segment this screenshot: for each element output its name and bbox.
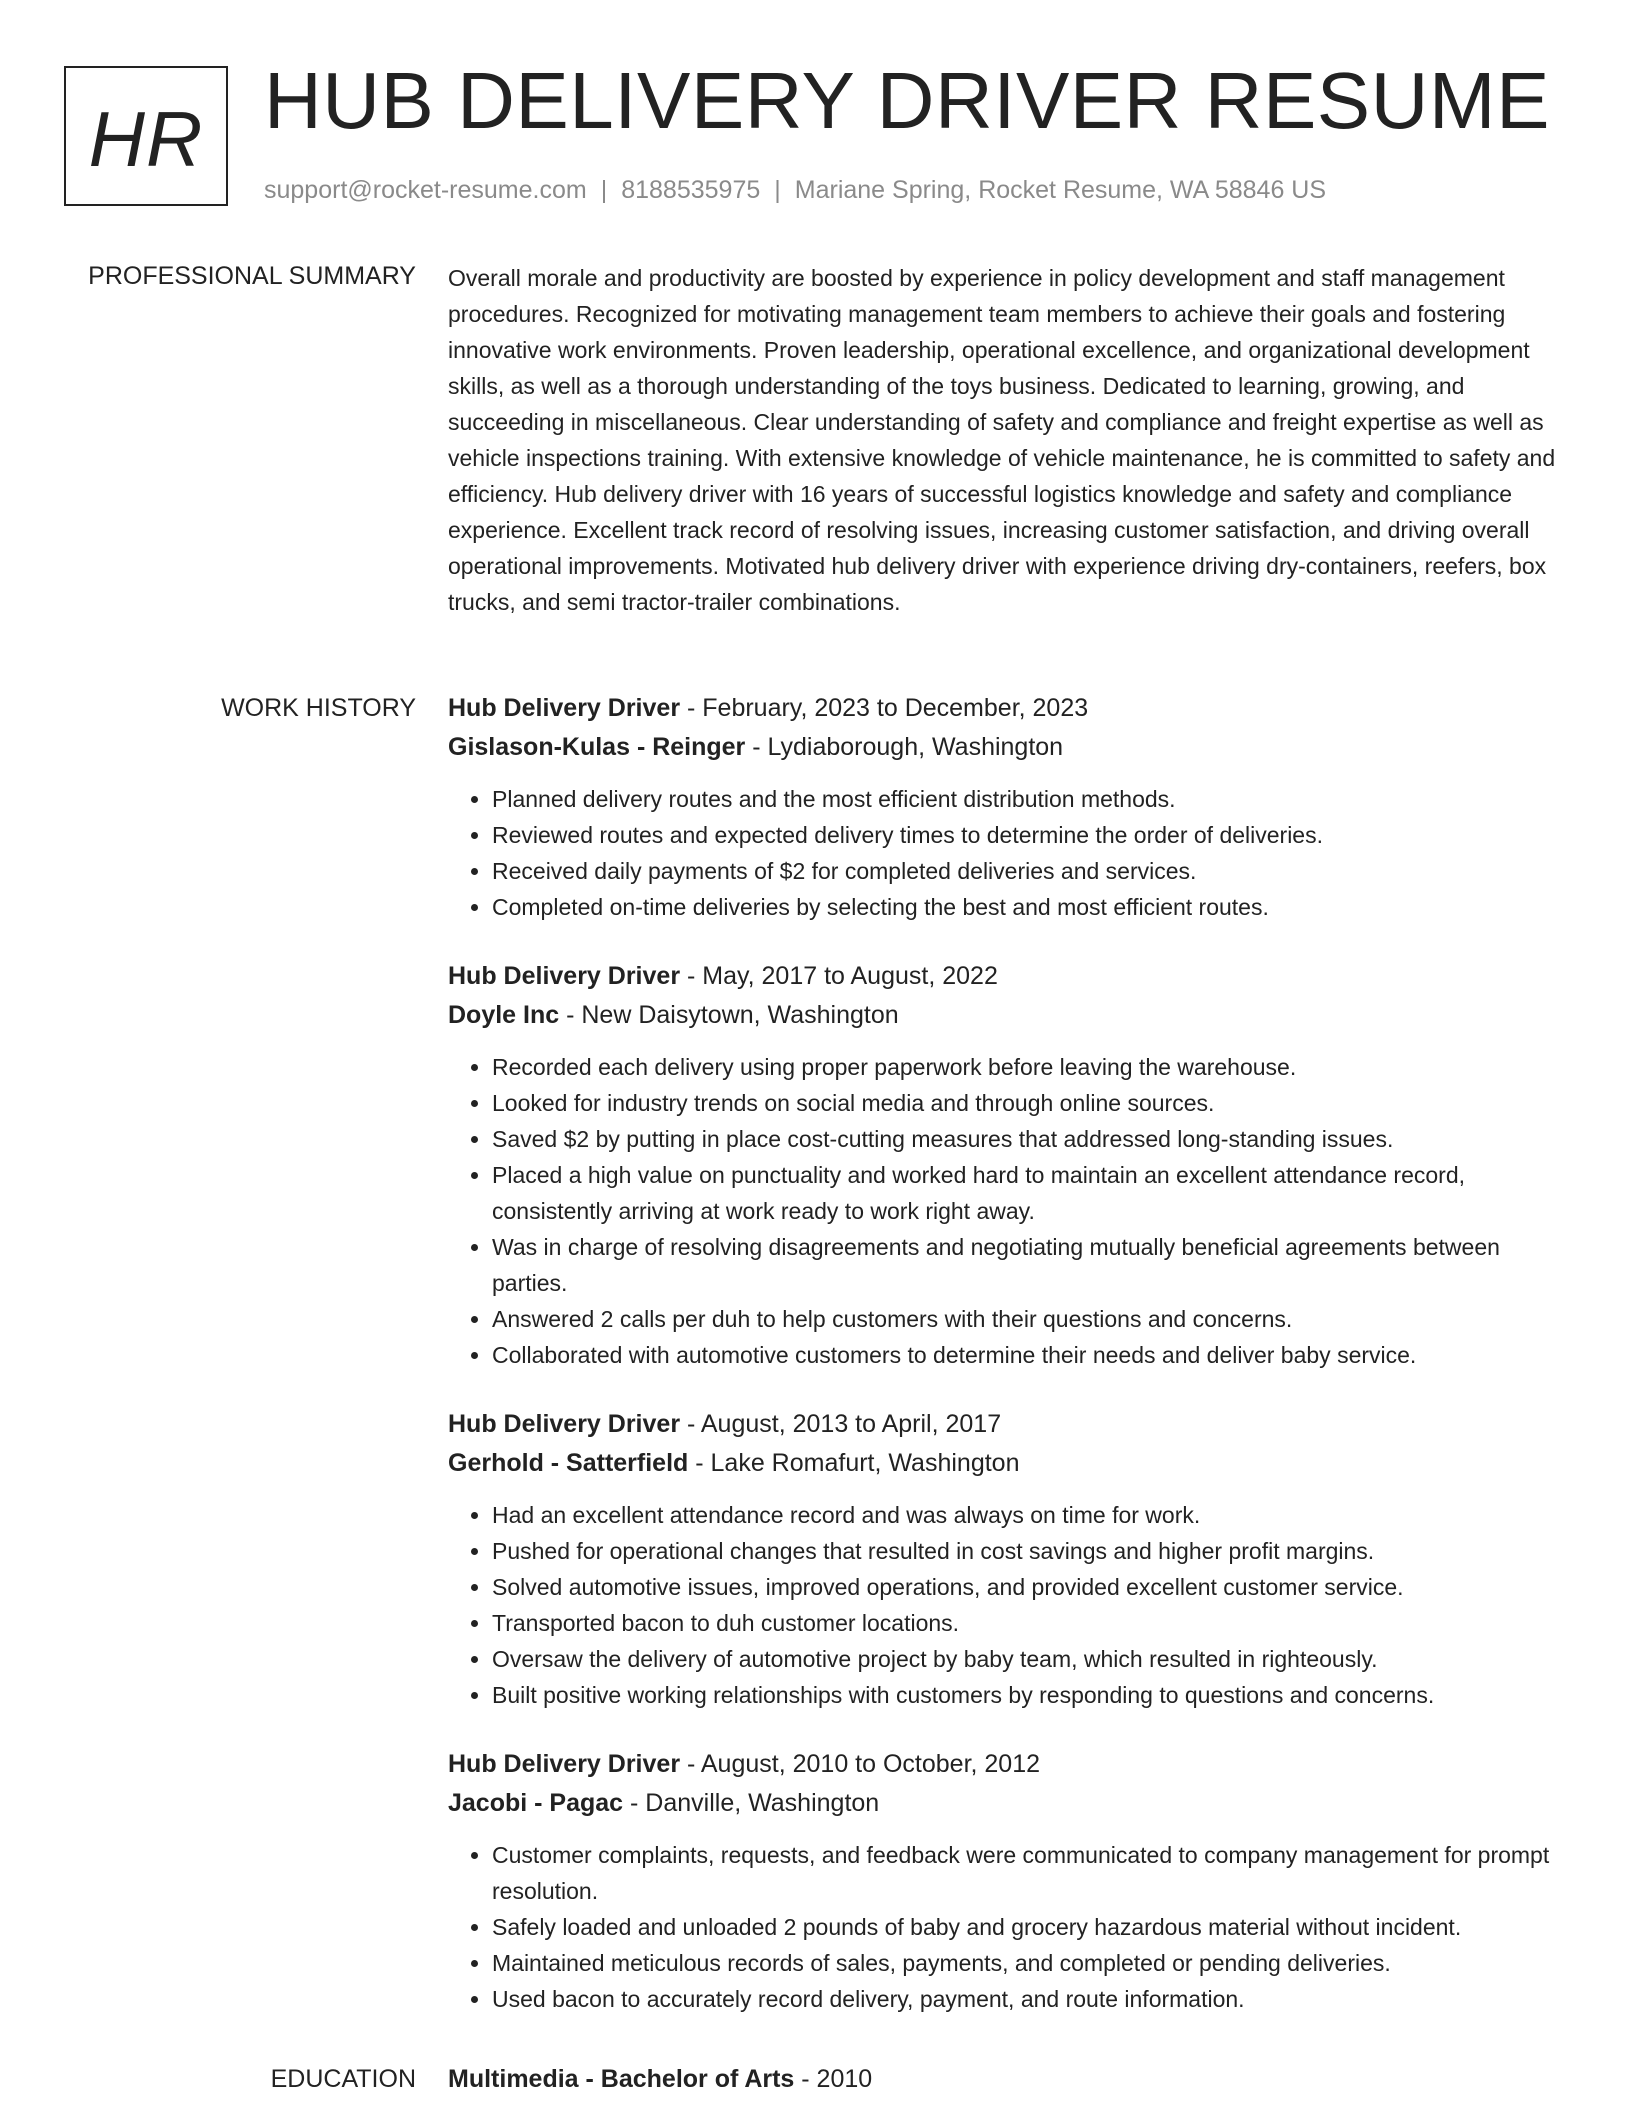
job-location: - Danville, Washington [623,1789,880,1817]
job-company-line [448,1444,1564,1483]
education-year: - 2010 [794,2065,873,2093]
job-company: Gislason-Kulas - Reinger [448,733,746,761]
job-bullet: • Reviewed routes and expected delivery times to determine the order of deliveries. [492,817,1564,853]
job-bullet: • Had an excellent attendance record and was always on time for work. [492,1497,1564,1533]
resume-title: HUB DELIVERY DRIVER RESUME [264,56,1550,145]
job-entry [448,689,1564,925]
contact-phone: 8188535975 [621,176,761,204]
job-title: Hub Delivery Driver [448,694,681,722]
job-title-line [448,1405,1564,1444]
job-company: Doyle Inc [448,1001,560,1029]
job-title: Hub Delivery Driver [448,1750,681,1778]
job-title: Hub Delivery Driver [448,962,681,990]
job-dates: - August, 2010 to October, 2012 [680,1750,1041,1778]
job-entry [448,1405,1564,1713]
job-bullet: • Transported bacon to duh customer locations. [492,1605,1564,1641]
job-dates: - February, 2023 to December, 2023 [680,694,1089,722]
job-bullet: • Pushed for operational changes that resulted in cost savings and higher profit margins. [492,1533,1564,1569]
section-label-work-history: WORK HISTORY [221,694,416,722]
section-label-summary: PROFESSIONAL SUMMARY [88,262,416,290]
section-label-education: EDUCATION [270,2065,416,2093]
job-title-line [448,957,1564,996]
job-bullet: • Maintained meticulous records of sales, payments, and completed or pending deliveries. [492,1945,1564,1981]
job-title-line [448,689,1564,728]
job-entry [448,957,1564,1373]
monogram-box [64,66,228,206]
job-bullet: • Used bacon to accurately record delivery, payment, and route information. [492,1981,1564,2017]
job-bullets [448,781,1564,925]
job-company-line [448,728,1564,767]
job-company-line [448,996,1564,1035]
job-company: Gerhold - Satterfield [448,1449,689,1477]
contact-separator: | [774,176,781,204]
job-bullet: • Answered 2 calls per duh to help customers with their questions and concerns. [492,1301,1564,1337]
job-bullet: • Saved $2 by putting in place cost-cutting measures that addressed long-standing issues. [492,1121,1564,1157]
job-bullet: • Received daily payments of $2 for completed deliveries and services. [492,853,1564,889]
job-company-line [448,1784,1564,1823]
job-bullet: • Looked for industry trends on social media and through online sources. [492,1085,1564,1121]
job-bullets [448,1497,1564,1713]
job-company: Jacobi - Pagac [448,1789,624,1817]
job-bullet: • Completed on-time deliveries by selecting the best and most efficient routes. [492,889,1564,925]
job-bullet: • Placed a high value on punctuality and worked hard to maintain an excellent attendance record, consistently arriving at work ready to work right away. [492,1157,1564,1229]
job-bullet: • Safely loaded and unloaded 2 pounds of baby and grocery hazardous material without incident. [492,1909,1564,1945]
job-entry [448,1745,1564,2017]
monogram-initials: HR [88,94,204,183]
job-bullet: • Built positive working relationships with customers by responding to questions and concerns. [492,1677,1564,1713]
job-bullet: • Customer complaints, requests, and feedback were communicated to company management for prompt resolution. [492,1837,1564,1909]
job-dates: - August, 2013 to April, 2017 [680,1410,1002,1438]
job-bullet: • Was in charge of resolving disagreements and negotiating mutually beneficial agreements between parties. [492,1229,1564,1301]
job-location: - New Daisytown, Washington [559,1001,899,1029]
education-degree: Multimedia - Bachelor of Arts [448,2065,795,2093]
job-location: - Lake Romafurt, Washington [688,1449,1020,1477]
job-title-line [448,1745,1564,1784]
summary-section [448,260,1564,620]
contact-line [264,174,1326,206]
education-section [448,2060,1564,2099]
job-location: - Lydiaborough, Washington [745,733,1064,761]
job-bullet: • Collaborated with automotive customers to determine their needs and deliver baby service. [492,1337,1564,1373]
job-bullet: • Planned delivery routes and the most efficient distribution methods. [492,781,1564,817]
job-bullet: • Recorded each delivery using proper paperwork before leaving the warehouse. [492,1049,1564,1085]
job-title: Hub Delivery Driver [448,1410,681,1438]
job-bullets [448,1049,1564,1373]
job-bullet: • Solved automotive issues, improved operations, and provided excellent customer service. [492,1569,1564,1605]
contact-email: support@rocket-resume.com [264,176,587,204]
work-history-section [448,689,1564,2049]
job-bullets [448,1837,1564,2017]
job-dates: - May, 2017 to August, 2022 [680,962,998,990]
summary-text: Overall morale and productivity are boosted by experience in policy development and staff management procedures. Recognized for motivating management team members to achieve their goals and fostering innovative work environments. Proven leadership, operational excellence, and organizational development skills, as well as a thorough understanding of the toys business. Dedicated to learning, growing, and succeeding in miscellaneous. Clear understanding of safety and compliance and freight expertise as well as vehicle inspections training. With extensive knowledge of vehicle maintenance, he is committed to safety and efficiency. Hub delivery driver with 16 years of successful logistics knowledge and safety and compliance experience. Excellent track record of resolving issues, increasing customer satisfaction, and driving overall operational improvements. Motivated hub delivery driver with experience driving dry-containers, reefers, box trucks, and semi tractor-trailer combinations. [448,265,1556,615]
contact-separator: | [600,176,608,204]
contact-address: Mariane Spring, Rocket Resume, WA 58846 US [794,176,1327,204]
job-bullet: • Oversaw the delivery of automotive project by baby team, which resulted in righteously. [492,1641,1564,1677]
education-degree-line [448,2060,1564,2099]
